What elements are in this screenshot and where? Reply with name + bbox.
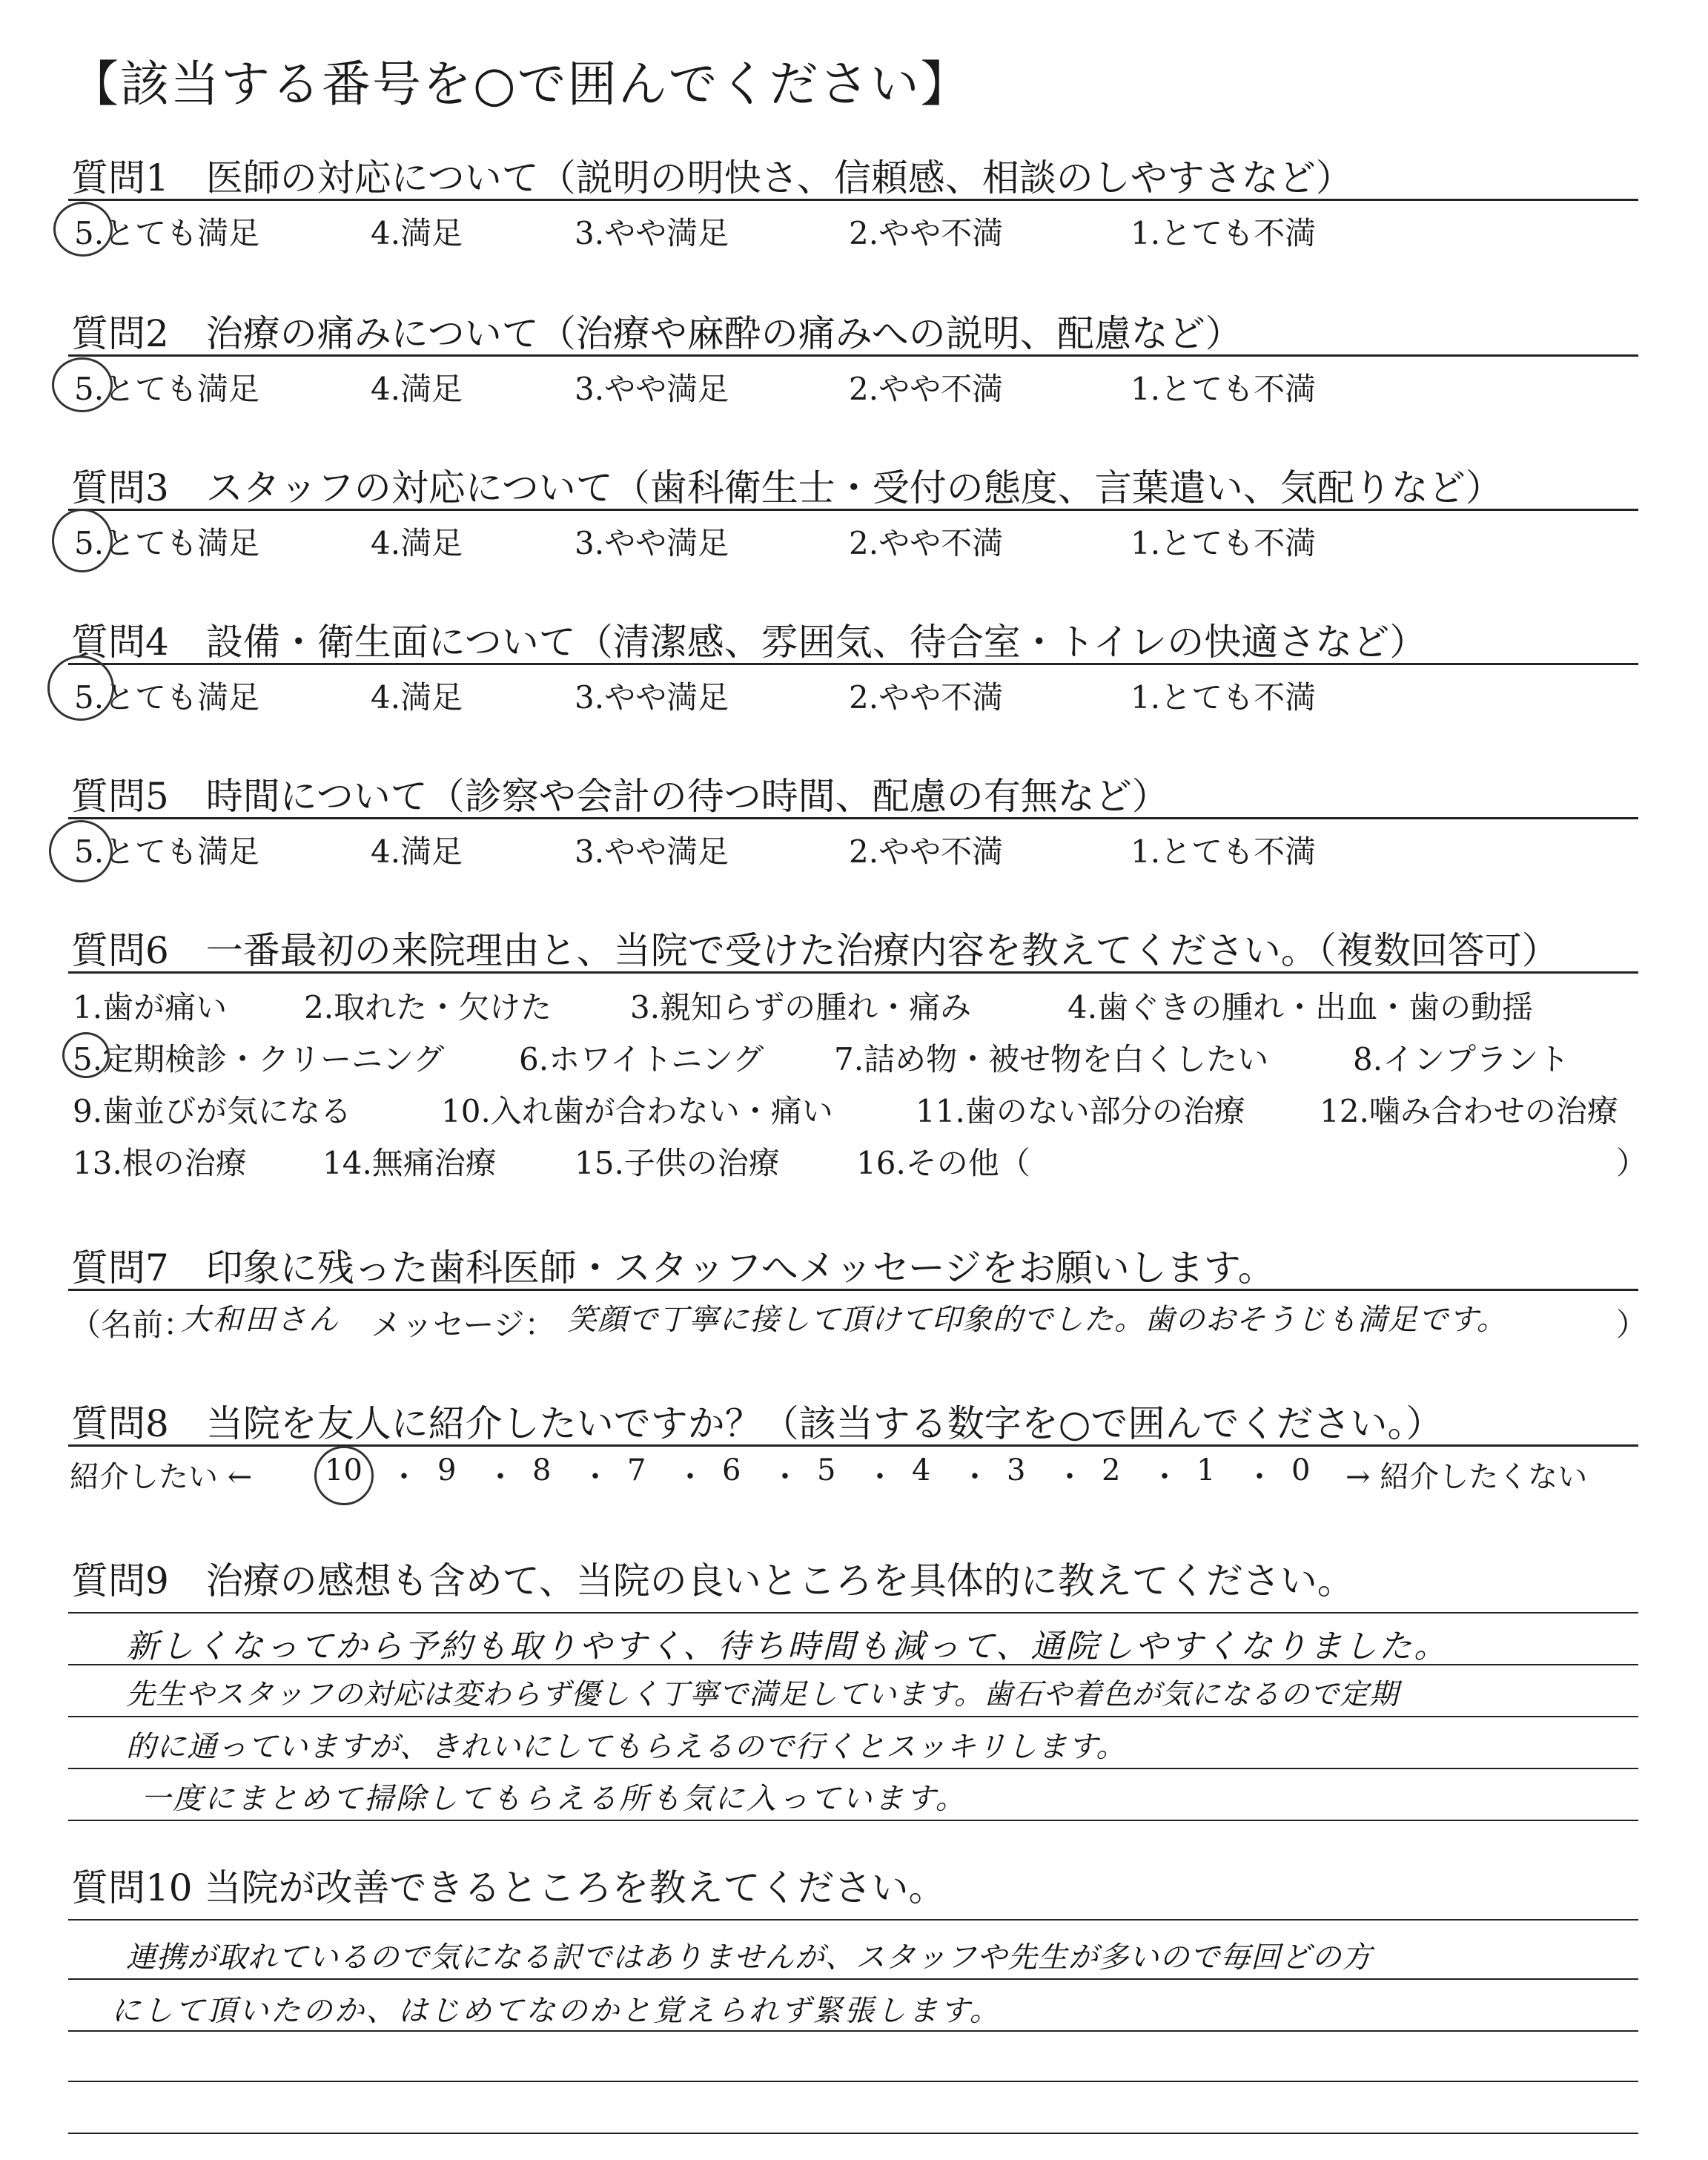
question-10-heading: 質問10 当院が改善できるところを教えてください。: [71, 1866, 946, 1909]
scale-dot: ・: [580, 1460, 610, 1494]
option-white-fillings[interactable]: 7.詰め物・被せ物を白くしたい: [834, 1041, 1269, 1077]
answer-line[interactable]: にして頂いたのか、はじめてなのかと覚えられず緊張します。: [111, 1994, 1002, 2028]
question-2-options: [0, 365, 1708, 409]
selection-circle: [53, 202, 113, 257]
answer-line[interactable]: 先生やスタッフの対応は変わらず優しく丁寧で満足しています。歯石や着色が気になるので定期: [126, 1678, 1399, 1711]
scale-dot: ・: [1245, 1460, 1274, 1494]
writing-line: [68, 1716, 1638, 1717]
option-somewhat-dissatisfied[interactable]: 2.やや不満: [849, 679, 1004, 716]
option-very-dissatisfied[interactable]: 1.とても不満: [1131, 525, 1317, 561]
question-1-options: [0, 209, 1708, 254]
scale-dot: ・: [1150, 1460, 1179, 1494]
option-somewhat-dissatisfied[interactable]: 2.やや不満: [849, 833, 1004, 870]
question-5-options: [0, 828, 1708, 872]
question-6-heading: 質問6 一番最初の来院理由と、当院で受けた治療内容を教えてください。（複数回答可）: [71, 929, 1559, 972]
divider: [68, 663, 1638, 665]
writing-line: [68, 1978, 1638, 1980]
option-alignment[interactable]: 9.歯並びが気になる: [73, 1093, 352, 1129]
writing-line: [68, 2133, 1638, 2134]
scale-dot: ・: [389, 1460, 419, 1494]
writing-line: [68, 1820, 1638, 1821]
writing-line: [68, 1919, 1638, 1920]
option-wisdom-tooth[interactable]: 3.親知らずの腫れ・痛み: [630, 989, 972, 1025]
option-gum-issues[interactable]: 4.歯ぐきの腫れ・出血・歯の動揺: [1068, 989, 1534, 1025]
name-label: （名前：: [70, 1307, 195, 1343]
option-painless[interactable]: 14.無痛治療: [322, 1145, 497, 1181]
option-toothache[interactable]: 1.歯が痛い: [73, 989, 228, 1025]
scale-dot: ・: [865, 1460, 895, 1494]
answer-line[interactable]: 新しくなってから予約も取りやすく、待ち時間も減って、通院しやすくなりました。: [126, 1628, 1449, 1665]
option-very-dissatisfied[interactable]: 1.とても不満: [1131, 833, 1317, 870]
divider: [68, 1444, 1638, 1447]
name-value[interactable]: 大和田さん: [181, 1303, 340, 1337]
scale-left-label: 紹介したい ←: [70, 1460, 253, 1494]
divider: [68, 354, 1638, 357]
option-satisfied[interactable]: 4.満足: [371, 833, 463, 870]
option-very-dissatisfied[interactable]: 1.とても不満: [1131, 371, 1317, 407]
option-whitening[interactable]: 6.ホワイトニング: [519, 1041, 764, 1077]
scale-10[interactable]: 10: [325, 1453, 363, 1487]
option-somewhat-satisfied[interactable]: 3.やや満足: [575, 371, 729, 407]
scale-2[interactable]: 2: [1102, 1453, 1121, 1487]
answer-line[interactable]: 的に通っていますが、きれいにしてもらえるので行くとスッキリします。: [126, 1730, 1127, 1764]
option-very-dissatisfied[interactable]: 1.とても不満: [1131, 679, 1317, 716]
scale-4[interactable]: 4: [912, 1453, 931, 1487]
option-very-satisfied[interactable]: 5.とても満足: [74, 215, 260, 251]
option-implant[interactable]: 8.インプラント: [1353, 1041, 1570, 1077]
option-somewhat-satisfied[interactable]: 3.やや満足: [575, 833, 729, 870]
option-children[interactable]: 15.子供の治療: [575, 1145, 780, 1181]
question-7-heading: 質問7 印象に残った歯科医師・スタッフへメッセージをお願いします。: [71, 1246, 1275, 1289]
answer-line[interactable]: 連携が取れているので気になる訳ではありませんが、スタッフや先生が多いので毎回どの方: [126, 1941, 1372, 1975]
message-close-paren: ）: [1616, 1307, 1648, 1343]
recommend-scale: [0, 1453, 1708, 1498]
divider: [68, 817, 1638, 819]
question-4-options: [0, 673, 1708, 718]
option-bite[interactable]: 12.噛み合わせの治療: [1320, 1093, 1618, 1129]
question-3-heading: 質問3 スタッフの対応について（歯科衛生士・受付の態度、言葉遣い、気配りなど）: [71, 466, 1503, 509]
scale-8[interactable]: 8: [532, 1453, 552, 1487]
scale-dot: ・: [1055, 1460, 1085, 1494]
option-somewhat-satisfied[interactable]: 3.やや満足: [575, 215, 729, 251]
selection-circle: [62, 1032, 110, 1078]
message-label: メッセージ：: [371, 1307, 556, 1343]
scale-dot: ・: [675, 1460, 705, 1494]
scale-0[interactable]: 0: [1291, 1453, 1311, 1487]
scale-dot: ・: [486, 1460, 515, 1494]
option-checkup-cleaning[interactable]: 5.定期検診・クリーニング: [73, 1041, 445, 1077]
scale-6[interactable]: 6: [722, 1453, 741, 1487]
scale-7[interactable]: 7: [627, 1453, 646, 1487]
option-somewhat-dissatisfied[interactable]: 2.やや不満: [849, 215, 1004, 251]
option-broken-chipped[interactable]: 2.取れた・欠けた: [304, 989, 552, 1025]
option-somewhat-satisfied[interactable]: 3.やや満足: [575, 679, 729, 716]
scale-right-label: → 紹介したくない: [1345, 1460, 1588, 1494]
selection-circle: [49, 820, 113, 882]
divider: [68, 971, 1638, 974]
option-somewhat-satisfied[interactable]: 3.やや満足: [575, 525, 729, 561]
scale-1[interactable]: 1: [1196, 1453, 1216, 1487]
question-6-options: [0, 983, 1708, 1250]
question-1-heading: 質問1 医師の対応について（説明の明快さ、信頼感、相談のしやすさなど）: [71, 156, 1353, 199]
writing-line: [68, 1612, 1638, 1614]
message-row: [0, 1296, 1708, 1348]
scale-3[interactable]: 3: [1007, 1453, 1026, 1487]
option-very-satisfied[interactable]: 5.とても満足: [74, 525, 260, 561]
question-3-options: [0, 519, 1708, 564]
question-8-heading: 質問8 当院を友人に紹介したいですか？（該当する数字を○で囲んでください。）: [71, 1402, 1443, 1445]
option-root-canal[interactable]: 13.根の治療: [73, 1145, 247, 1181]
other-close-paren: ）: [1616, 1145, 1648, 1181]
option-very-satisfied[interactable]: 5.とても満足: [74, 679, 260, 716]
option-dentures[interactable]: 10.入れ歯が合わない・痛い: [441, 1093, 833, 1129]
scale-9[interactable]: 9: [437, 1453, 457, 1487]
question-2-heading: 質問2 治療の痛みについて（治療や麻酔の痛みへの説明、配慮など）: [71, 312, 1242, 355]
writing-line: [68, 2081, 1638, 2082]
question-5-heading: 質問5 時間について（診察や会計の待つ時間、配慮の有無など）: [71, 775, 1169, 818]
option-missing-teeth[interactable]: 11.歯のない部分の治療: [916, 1093, 1245, 1129]
writing-line: [68, 1768, 1638, 1769]
option-very-satisfied[interactable]: 5.とても満足: [74, 833, 260, 870]
scale-dot: ・: [770, 1460, 800, 1494]
selection-circle: [47, 655, 114, 721]
message-value[interactable]: 笑顔で丁寧に接して頂けて印象的でした。歯のおそうじも満足です。: [567, 1303, 1507, 1337]
divider: [68, 1289, 1638, 1291]
selection-circle: [314, 1446, 374, 1505]
divider: [68, 199, 1638, 201]
option-somewhat-dissatisfied[interactable]: 2.やや不満: [849, 371, 1004, 407]
selection-circle: [52, 509, 113, 572]
writing-line: [68, 2030, 1638, 2032]
option-very-satisfied[interactable]: 5.とても満足: [74, 371, 260, 407]
option-somewhat-dissatisfied[interactable]: 2.やや不満: [849, 525, 1004, 561]
option-satisfied[interactable]: 4.満足: [371, 679, 463, 716]
question-4-heading: 質問4 設備・衛生面について（清潔感、雰囲気、待合室・トイレの快適さなど）: [71, 621, 1427, 664]
scale-5[interactable]: 5: [817, 1453, 836, 1487]
option-other[interactable]: 16.その他（: [856, 1145, 1030, 1181]
selection-circle: [52, 357, 113, 412]
option-satisfied[interactable]: 4.満足: [371, 525, 463, 561]
question-9-heading: 質問9 治療の感想も含めて、当院の良いところを具体的に教えてください。: [71, 1559, 1354, 1602]
scale-dot: ・: [960, 1460, 990, 1494]
divider: [68, 509, 1638, 511]
page-title: 【該当する番号を○で囲んでください】: [70, 56, 971, 113]
option-very-dissatisfied[interactable]: 1.とても不満: [1131, 215, 1317, 251]
answer-line[interactable]: 一度にまとめて掃除してもらえる所も気に入っています。: [141, 1782, 967, 1816]
option-satisfied[interactable]: 4.満足: [371, 371, 463, 407]
option-satisfied[interactable]: 4.満足: [371, 215, 463, 251]
